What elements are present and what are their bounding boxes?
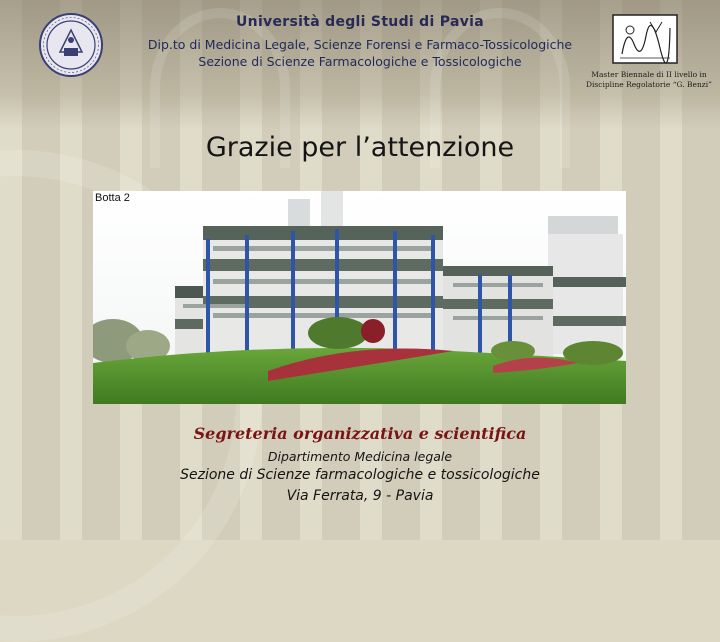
slide-title: Grazie per l’attenzione <box>205 132 515 163</box>
master-program-line-1: Master Biennale di II livello in <box>591 70 707 79</box>
master-logo-icon <box>612 14 678 64</box>
section-name: Sezione di Scienze Farmacologiche e Tossicologiche <box>198 54 522 69</box>
university-seal-icon <box>38 12 104 78</box>
slide-header <box>0 0 720 100</box>
master-program-line-2: Discipline Regolatorie “G. Benzi” <box>585 80 712 89</box>
university-title: Università degli Studi di Pavia <box>236 14 484 30</box>
secretariat-heading: Segreteria organizzativa e scientifica <box>193 424 527 443</box>
building-photo <box>93 191 626 404</box>
footer-section: Sezione di Scienze farmacologiche e tossicologiche <box>180 467 540 483</box>
department-name: Dip.to di Medicina Legale, Scienze Forensi e Farmaco-Tossicologiche <box>147 37 573 52</box>
footer-department: Dipartimento Medicina legale <box>267 449 453 464</box>
photo-caption: Botta 2 <box>95 192 130 204</box>
footer-address: Via Ferrata, 9 - Pavia <box>286 488 434 504</box>
